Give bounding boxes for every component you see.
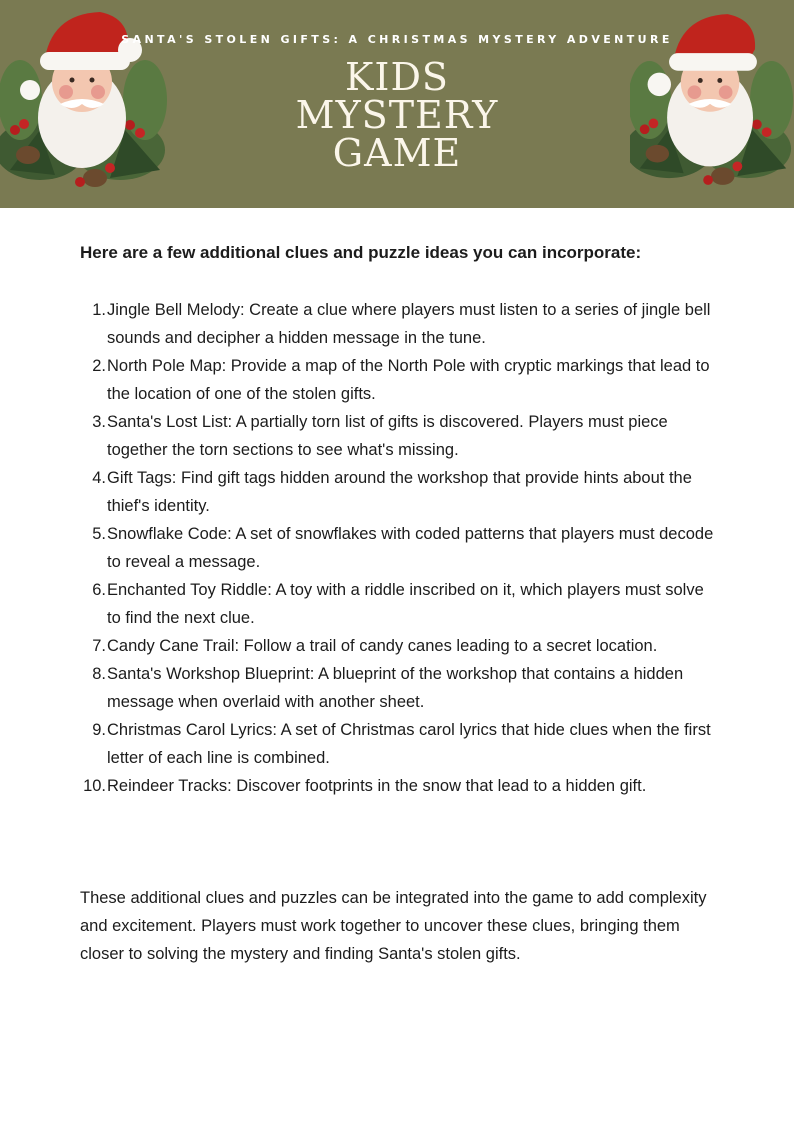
list-item-number: 10. (83, 777, 106, 795)
list-item-number: 7. (92, 637, 106, 655)
list-item-number: 5. (92, 525, 106, 543)
list-item-text: North Pole Map: Provide a map of the North Pole with cryptic markings that lead to the location of one of the stolen gifts. (107, 357, 710, 403)
list-item-text: Candy Cane Trail: Follow a trail of candy canes leading to a secret location. (107, 637, 658, 655)
outro-paragraph: These additional clues and puzzles can be integrated into the game to add complexity and excitement. Players must work together to uncover these clues, bringing them closer to solving the mystery and finding Santa's stolen gifts. (80, 889, 707, 963)
list-item-number: 4. (92, 469, 106, 487)
list-item-number: 2. (92, 357, 106, 375)
banner-subtitle: SANTA'S STOLEN GIFTS: A CHRISTMAS MYSTERY ADVENTURE (121, 33, 673, 46)
list-item-text: Gift Tags: Find gift tags hidden around the workshop that provide hints about the thief's identity. (107, 469, 692, 515)
list-item (80, 296, 720, 352)
list-item-number: 1. (92, 301, 106, 319)
list-item (80, 352, 720, 408)
list-item (80, 632, 720, 660)
list-item-text: Snowflake Code: A set of snowflakes with coded patterns that players must decode to reveal a message. (107, 525, 714, 571)
list-item-text: Enchanted Toy Riddle: A toy with a riddle inscribed on it, which players must solve to find the next clue. (107, 581, 704, 627)
title-line-1: KIDS (345, 55, 449, 99)
header-banner (0, 0, 794, 208)
list-item-text: Santa's Workshop Blueprint: A blueprint of the workshop that contains a hidden message when overlaid with another sheet. (107, 665, 684, 711)
list-item (80, 576, 720, 632)
list-item (80, 772, 720, 800)
banner-title (0, 55, 794, 175)
list-item-text: Jingle Bell Melody: Create a clue where players must listen to a series of jingle bell sounds and decipher a hidden message in the tune. (107, 301, 711, 347)
title-line-3: GAME (332, 131, 462, 175)
title-line-2: MYSTERY (295, 93, 499, 137)
list-item (80, 660, 720, 716)
list-item-text: Christmas Carol Lyrics: A set of Christmas carol lyrics that hide clues when the first letter of each line is combined. (107, 721, 711, 767)
list-item (80, 464, 720, 520)
clue-list (80, 296, 720, 800)
intro-heading: Here are a few additional clues and puzzle ideas you can incorporate: (80, 243, 642, 262)
list-item (80, 520, 720, 576)
list-item-number: 8. (92, 665, 106, 683)
list-item (80, 716, 720, 772)
list-item-text: Santa's Lost List: A partially torn list of gifts is discovered. Players must piece together the torn sections to see what's missing. (107, 413, 668, 459)
list-item-number: 6. (92, 581, 106, 599)
list-item-number: 9. (92, 721, 106, 739)
list-item (80, 408, 720, 464)
list-item-text: Reindeer Tracks: Discover footprints in the snow that lead to a hidden gift. (107, 777, 647, 795)
list-item-number: 3. (92, 413, 106, 431)
